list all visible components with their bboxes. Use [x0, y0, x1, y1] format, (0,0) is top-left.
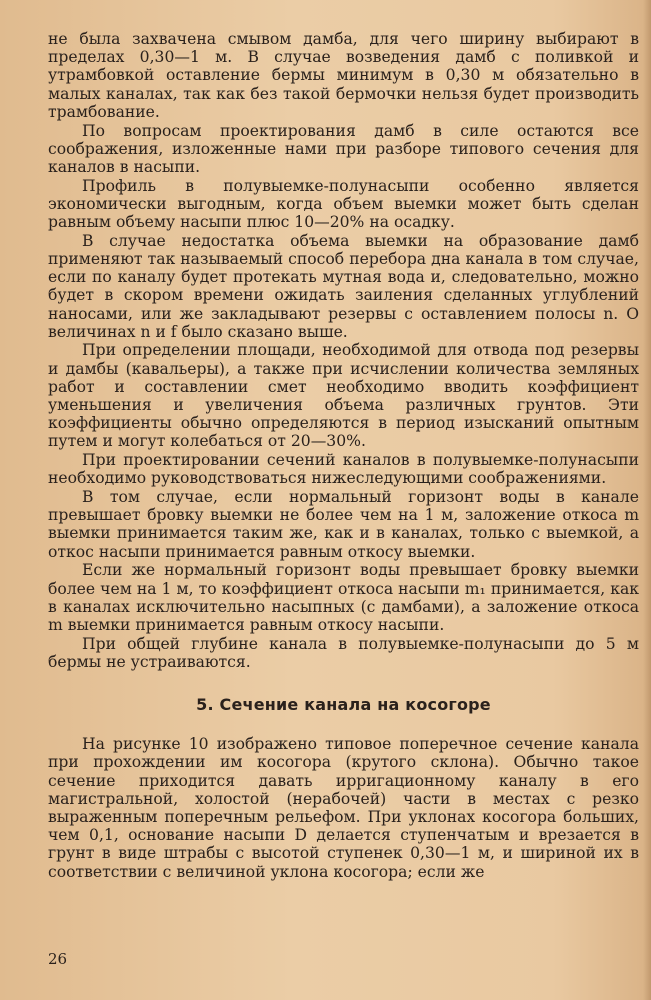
page-edge-shadow	[643, 0, 651, 1000]
paragraph-hillside-section: На рисунке 10 изображено типовое поперечное сечение канала при прохождении им косогора (крутого склона). Обычно такое сечение приходится давать ирригационному каналу в его магистральной, холостой (нерабочей) части в местах с резко выраженным поперечным рельефом. При уклонах косогора больших, чем 0,1, основание насыпи D делается ступенчатым и врезается в грунт в виде штрабы с высотой ступенек 0,30—1 м, и шириной их в соответствии с величиной уклона косогора; если же	[48, 735, 639, 881]
paragraph-profile-economy: Профиль в полувыемке-полунасыпи особенно является экономически выгодным, когда объем выемки может быть сделан равным объему насыпи плюс 10—20% на осадку.	[48, 176, 639, 232]
paragraph-water-level-under-1m: В том случае, если нормальный горизонт воды в канале превышает бровку выемки не более чем на 1 м, заложение откоса m выемки принимается таким же, как и в каналах, только с выемкой, а откос насыпи принимается равным откосу выемки.	[48, 488, 639, 561]
paragraph-water-level-over-1m: Если же нормальный горизонт воды превышает бровку выемки более чем на 1 м, то коэффициент откоса насыпи m₁ принимается, как в каналах исключительно насыпных (с дамбами), а заложение откоса m выемки принимается равным откосу насыпи.	[48, 561, 639, 634]
paragraph-excavation-shortage: В случае недостатка объема выемки на образование дамб применяют так называемый способ перебора дна канала в том случае, если по каналу будет протекать мутная вода и, следовательно, можно будет в скором времени ожидать заиления сделанных углублений наносами, или же закладывают резервы с оставлением полосы n. О величинах n и f было сказано выше.	[48, 231, 639, 341]
paragraph-dam-design: По вопросам проектирования дамб в силе остаются все соображения, изложенные нами при разборе типового сечения для каналов в насыпи.	[48, 121, 639, 176]
paragraph-design-guidance: При проектировании сечений каналов в полувыемке-полунасыпи необходимо руководствоваться нижеследующими соображениями.	[48, 451, 639, 488]
section-heading: 5. Сечение канала на косогоре	[196, 695, 491, 715]
page-number: 26	[48, 950, 68, 968]
paragraph-dam-berm: не была захвачена смывом дамба, для чего ширину выбирают в пределах 0,30—1 м. В случае возведения дамб с поливкой и утрамбовкой оставление бермы минимум в 0,30 м обязательно в малых каналах, так как без такой бермочки нельзя будет производить трамбование.	[48, 30, 639, 121]
paragraph-no-berms: При общей глубине канала в полувыемке-полунасыпи до 5 м бермы не устраиваются.	[48, 634, 639, 671]
paragraph-area-coefficients: При определении площади, необходимой для отвода под резервы и дамбы (кавальеры), а также при исчислении количества земляных работ и составлении смет необходимо вводить коэффициент уменьшения и увеличения объема различных грунтов. Эти коэффициенты обычно определяются в период изысканий опытным путем и могут колебаться от 20—30%.	[48, 341, 639, 451]
